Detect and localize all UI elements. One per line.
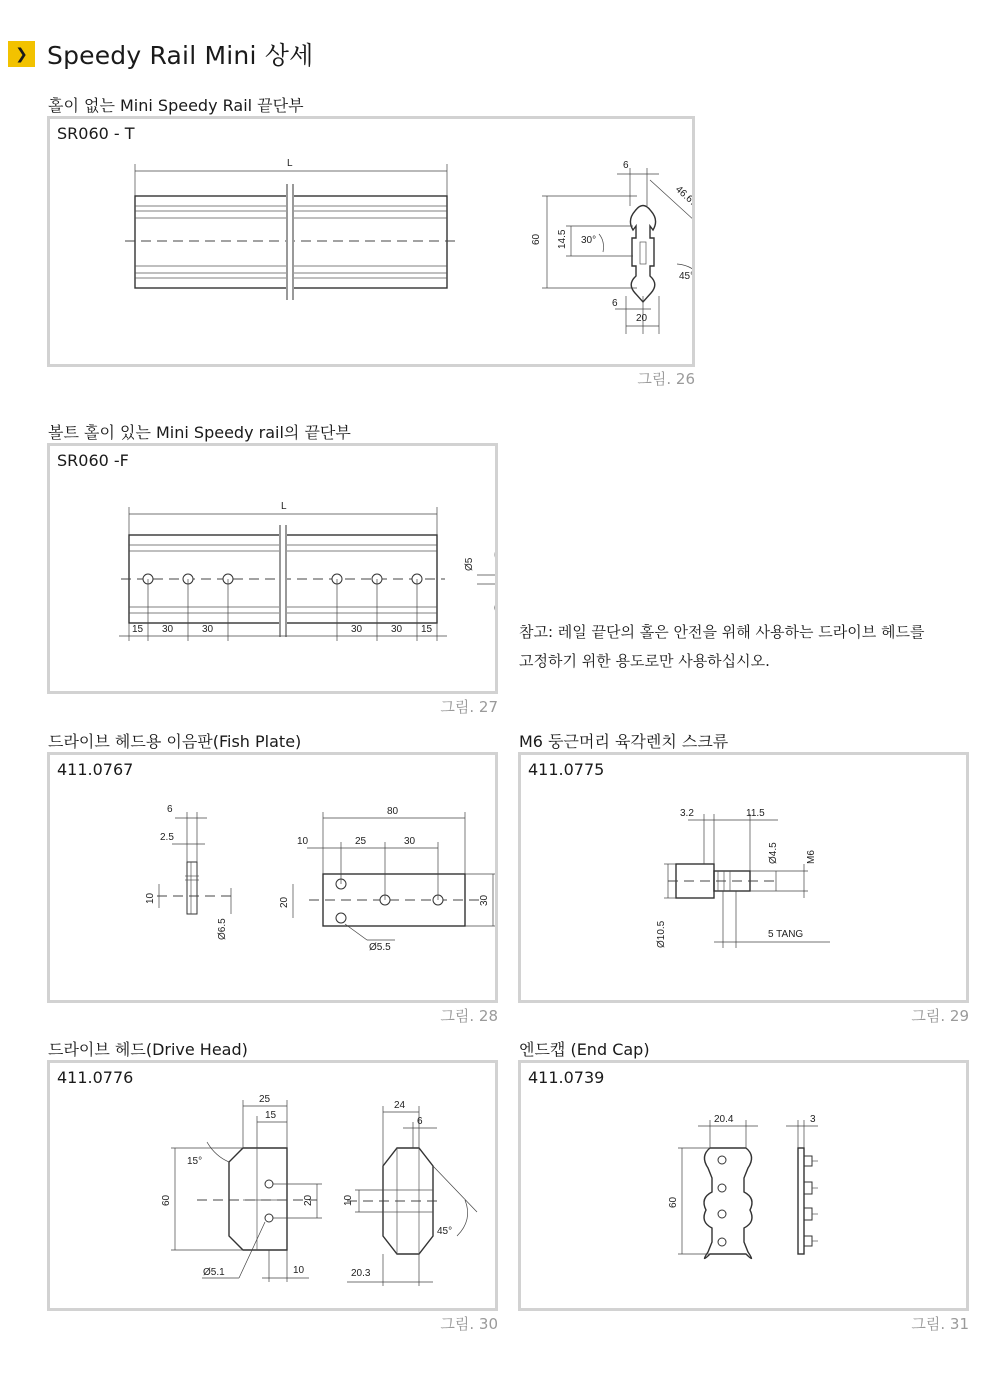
dim-label: L [287,158,293,169]
dim-label: 15 [265,1110,277,1121]
dim-label: 20.3 [351,1268,371,1279]
drawing-frame-fig29 [518,752,969,1003]
figure-caption: 그림. 30 [440,1315,498,1333]
dim-label: 10 [297,836,309,847]
drawing-frame-fig26 [47,116,699,367]
dim-label: 3.2 [680,808,694,819]
dim-label: 15 [421,624,433,635]
dim-label: 6 [417,1116,423,1127]
dim-label: 14.5 [557,229,568,249]
section-title-fig29: M6 둥근머리 육각렌치 스크류 [519,732,729,751]
part-code: SR060 - T [57,124,135,143]
dim-label: 60 [668,1196,679,1208]
dim-label: 10 [293,1265,305,1276]
section-title-fig26: 홀이 없는 Mini Speedy Rail 끝단부 [48,96,304,115]
section-title-fig31: 엔드캡 (End Cap) [519,1040,650,1059]
dim-label: Ø4.5 [768,842,779,864]
dim-label: 80 [387,806,399,817]
dim-label: 6 [167,804,173,815]
dim-label: 30 [202,624,214,635]
figure-caption: 그림. 27 [440,698,498,716]
dim-label: 24 [394,1100,406,1111]
figure-caption: 그림. 29 [911,1007,969,1025]
dim-label: Ø5 [464,557,475,571]
dim-label: 20 [303,1194,314,1206]
section-title-fig30: 드라이브 헤드(Drive Head) [48,1040,248,1059]
dim-label: 10 [145,892,156,904]
dim-label: 2.5 [160,832,174,843]
section-title-fig28: 드라이브 헤드용 이음판(Fish Plate) [48,732,302,751]
dim-label: 3 [810,1114,816,1125]
drawing-frame-fig27 [47,443,498,694]
part-code: 411.0767 [57,760,134,779]
dim-label: 25 [355,836,367,847]
dim-label: Ø10.5 [656,920,667,948]
page-header [8,36,313,72]
safety-note [519,618,979,676]
dim-label: 11.5 [746,808,765,819]
page-title: Speedy Rail Mini 상세 [47,41,314,70]
drawing-frame-fig28 [47,752,498,1003]
part-code: 411.0739 [528,1068,605,1087]
hex-screw-drawing [518,752,969,1003]
figure-caption: 그림. 26 [637,370,695,388]
dim-label: 30 [391,624,403,635]
note-line: 참고: 레일 끝단의 홀은 안전을 위해 사용하는 드라이브 헤드를 [519,623,925,641]
figure-caption: 그림. 31 [911,1315,969,1333]
rail-bolt-hole-drawing [47,443,498,694]
dim-label: 30 [162,624,174,635]
dim-label: 10 [343,1194,354,1206]
dim-label: 45° [679,271,695,282]
dim-label: 20.4 [714,1114,734,1125]
end-cap-drawing [518,1060,969,1311]
dim-label: Ø6.5 [217,918,228,940]
dim-label: 45° [437,1226,453,1237]
rail-end-drawing [47,116,699,367]
dim-label: Ø5.1 [203,1267,225,1278]
dim-label: M6 [806,850,817,864]
section-title-fig27: 볼트 홀이 있는 Mini Speedy rail의 끝단부 [48,423,351,442]
drive-head-drawing [47,1060,498,1311]
part-code: 411.0776 [57,1068,134,1087]
dim-label: 60 [161,1194,172,1206]
chevron-right-icon: ❯ [8,41,35,67]
dim-label: 15° [187,1156,203,1167]
drawing-frame-fig31 [518,1060,969,1311]
note-line: 고정하기 위한 용도로만 사용하십시오. [519,652,770,670]
dim-label: 46.67 [672,184,699,209]
dim-label: 20 [279,896,290,908]
dim-label: 15 [132,624,144,635]
dim-label: 25 [259,1094,271,1105]
dim-label: 60 [531,233,542,245]
dim-label: 6 [623,160,629,171]
dim-label: 30° [581,235,597,246]
fish-plate-drawing [47,752,498,1003]
dim-label: 30 [404,836,416,847]
dim-label: 30 [479,894,490,906]
dim-label: 6 [612,298,618,309]
dim-label: L [281,501,287,512]
dim-label: 30 [351,624,363,635]
dim-label: Ø5.5 [369,942,391,953]
part-code: SR060 -F [57,451,129,470]
dim-label: 5 TANG [768,929,804,940]
dim-label: 20 [636,313,648,324]
figure-caption: 그림. 28 [440,1007,498,1025]
drawing-frame-fig30 [47,1060,498,1311]
part-code: 411.0775 [528,760,605,779]
